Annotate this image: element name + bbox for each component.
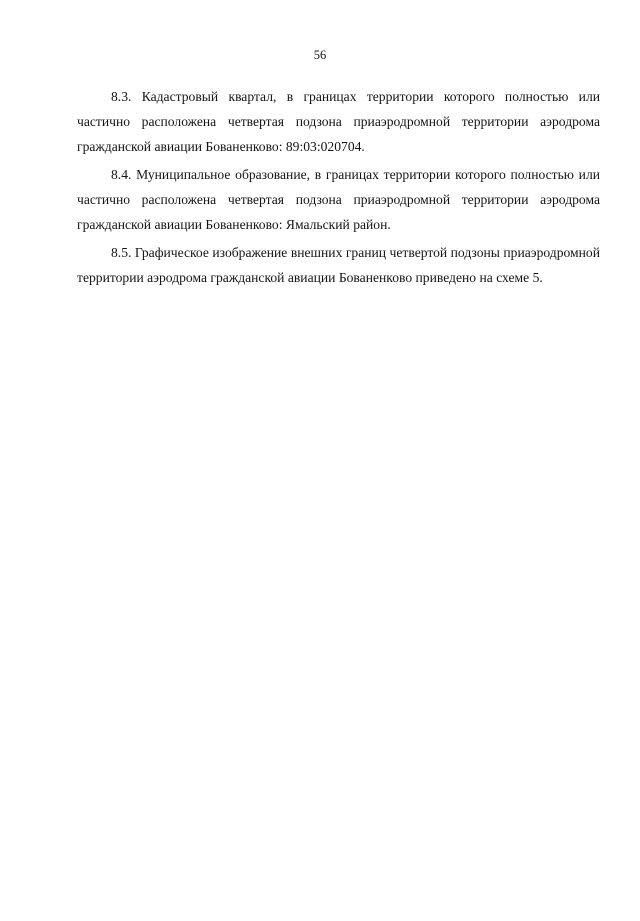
paragraph-8-3: 8.3. Кадастровый квартал, в границах территории которого полностью или частично расположена четвертая подзона приаэродромной территории аэродрома гражданской авиации Бованенково: 89:03:020704. <box>77 89 600 154</box>
paragraph-8-4: 8.4. Муниципальное образование, в границах территории которого полностью или частично расположена четвертая подзона приаэродромной территории аэродрома гражданской авиации Бованенково: Ямальский район. <box>77 167 600 232</box>
document-body <box>77 84 600 293</box>
paragraph-8-5: 8.5. Графическое изображение внешних границ четвертой подзоны приаэродромной территории аэродрома гражданской авиации Бованенково приведено на схеме 5. <box>77 245 600 285</box>
page-number: 56 <box>313 48 327 62</box>
